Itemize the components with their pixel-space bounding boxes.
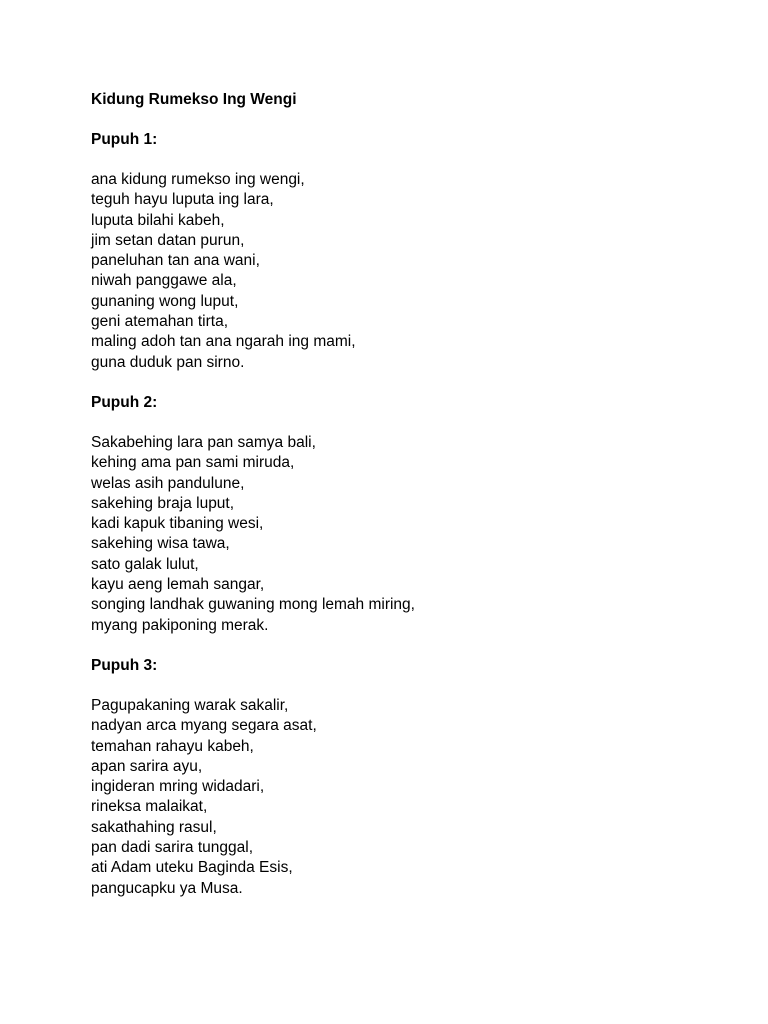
verse-line: paneluhan tan ana wani, <box>91 252 260 270</box>
verse-line: Sakabehing lara pan samya bali, <box>91 433 316 451</box>
verse-line: jim setan datan purun, <box>91 231 245 249</box>
verse-line: temahan rahayu kabeh, <box>91 737 254 755</box>
document-title: Kidung Rumekso Ing Wengi <box>91 91 297 108</box>
verse-line: nadyan arca myang segara asat, <box>91 717 317 735</box>
stanza-2 <box>91 393 731 636</box>
verse-line: luputa bilahi kabeh, <box>91 211 225 229</box>
stanza-1 <box>91 130 731 373</box>
stanza-heading: Pupuh 1: <box>91 131 158 148</box>
verse-line: guna duduk pan sirno. <box>91 353 245 371</box>
verse-line: welas asih pandulune, <box>91 474 245 492</box>
verse-line: songing landhak guwaning mong lemah miring, <box>91 596 415 614</box>
stanza-heading: Pupuh 2: <box>91 393 158 411</box>
document-page <box>91 90 731 919</box>
verse-line: ingideran mring widadari, <box>91 778 265 796</box>
verse-line: Pagupakaning warak sakalir, <box>91 696 289 714</box>
verse-line: pangucapku ya Musa. <box>91 879 243 897</box>
verse-line: sakehing wisa tawa, <box>91 535 230 553</box>
verse-line: myang pakiponing merak. <box>91 616 269 634</box>
verse-line: geni atemahan tirta, <box>91 313 229 331</box>
verse-line: apan sarira ayu, <box>91 757 203 775</box>
verse-line: ana kidung rumekso ing wengi, <box>91 171 305 188</box>
stanza-3 <box>91 656 731 899</box>
verse-line: sakehing braja luput, <box>91 494 235 512</box>
verse-line: ati Adam uteku Baginda Esis, <box>91 859 293 877</box>
stanza-lines <box>91 696 731 899</box>
verse-line: teguh hayu luputa ing lara, <box>91 191 274 209</box>
verse-line: rineksa malaikat, <box>91 798 208 816</box>
verse-line: kayu aeng lemah sangar, <box>91 576 265 594</box>
verse-line: sato galak lulut, <box>91 555 199 573</box>
stanza-lines <box>91 433 731 636</box>
verse-line: gunaning wong luput, <box>91 292 239 310</box>
verse-line: kehing ama pan sami miruda, <box>91 454 295 472</box>
verse-line: pan dadi sarira tunggal, <box>91 839 254 857</box>
verse-line: sakathahing rasul, <box>91 818 217 836</box>
stanza-lines <box>91 170 731 373</box>
verse-line: niwah panggawe ala, <box>91 272 237 290</box>
stanza-list <box>91 130 731 899</box>
verse-line: kadi kapuk tibaning wesi, <box>91 515 264 533</box>
verse-line: maling adoh tan ana ngarah ing mami, <box>91 333 356 351</box>
stanza-heading: Pupuh 3: <box>91 656 158 674</box>
